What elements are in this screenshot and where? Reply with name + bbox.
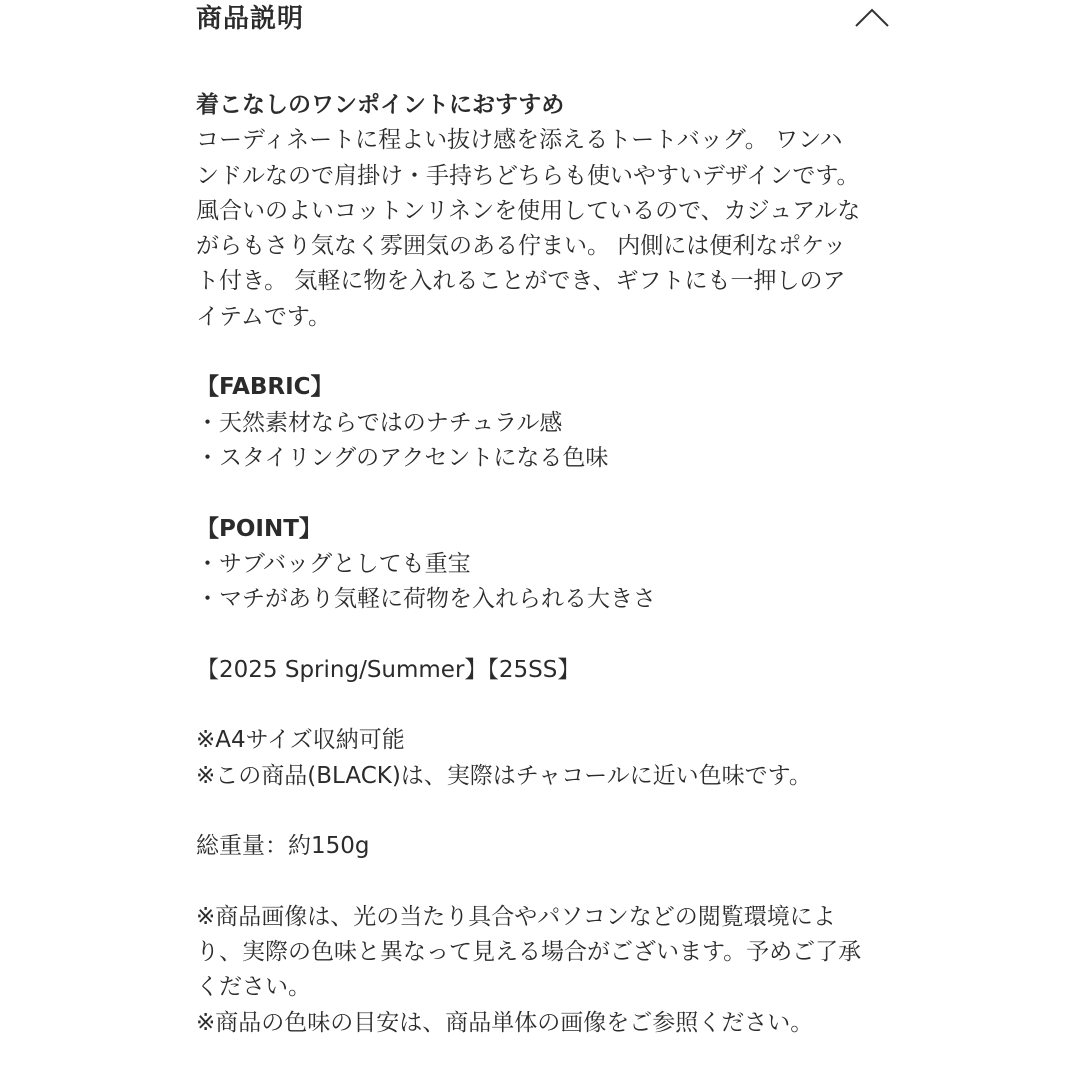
chevron-up-icon[interactable]: [854, 4, 890, 30]
fabric-item: ・スタイリングのアクセントになる色味: [196, 444, 609, 471]
spacer: [196, 688, 886, 723]
season-label: 【2025 Spring/Summer】【25SS】: [196, 656, 581, 683]
note-line: ※A4サイズ収納可能: [196, 727, 405, 754]
disclaimer-line: ※商品画像は、光の当たり具合やパソコンなどの閲覧環境によ: [196, 903, 836, 930]
note-line: ※この商品(BLACK)は、実際はチャコールに近い色味です。: [196, 762, 812, 789]
point-item: ・サブバッグとしても重宝: [196, 550, 471, 577]
spacer: [196, 335, 886, 370]
spacer: [196, 794, 886, 829]
body-line: ト付き。 気軽に物を入れることができ、ギフトにも一押しのア: [196, 268, 846, 295]
spacer: [196, 865, 886, 900]
body-line: がらもさり気なく雰囲気のある佇まい。 内側には便利なポケッ: [196, 233, 847, 260]
body-line: ンドルなので肩掛け・手持ちどちらも使いやすいデザインです。: [196, 162, 860, 189]
disclaimer-line: ください。: [196, 974, 311, 1001]
point-item: ・マチがあり気軽に荷物を入れられる大きさ: [196, 586, 656, 613]
spacer: [196, 476, 886, 511]
body-line: コーディネートに程よい抜け感を添えるトートバッグ。 ワンハ: [196, 127, 843, 154]
spacer: [196, 617, 886, 652]
description-lead: 着こなしのワンポイントにおすすめ: [196, 92, 565, 118]
fabric-item: ・天然素材ならではのナチュラル感: [196, 409, 563, 436]
section-title: 商品説明: [196, 4, 305, 34]
weight-label: 総重量：約150g: [196, 833, 370, 860]
fabric-heading: 【FABRIC】: [196, 374, 334, 401]
section-header[interactable]: [196, 0, 890, 40]
point-heading: 【POINT】: [196, 515, 322, 542]
disclaimer-line: ※商品の色味の目安は、商品単体の画像をご参照ください。: [196, 1009, 814, 1036]
disclaimer-line: り、実際の色味と異なって見える場合がございます。予めご了承: [196, 939, 862, 966]
product-description: [196, 88, 886, 1041]
body-line: イテムです。: [196, 303, 332, 330]
body-line: 風合いのよいコットンリネンを使用しているので、カジュアルな: [196, 197, 861, 224]
